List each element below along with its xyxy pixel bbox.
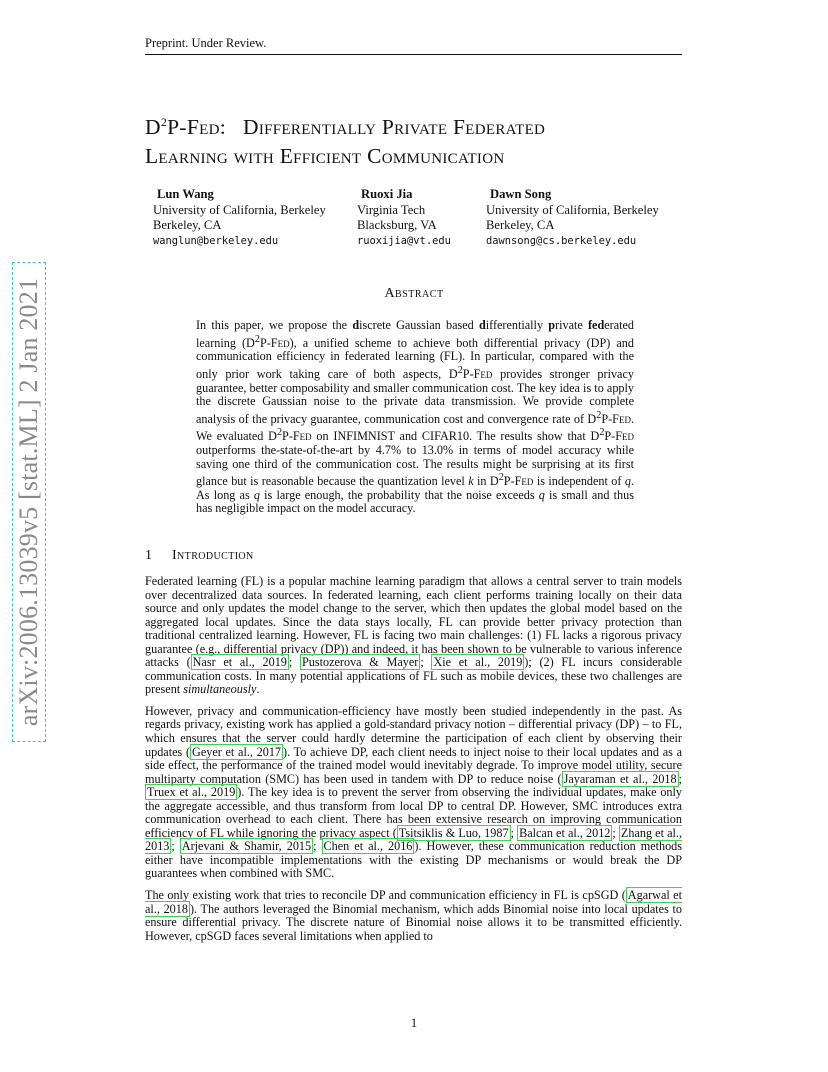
citation-link[interactable]: Nasr et al., 2019: [192, 655, 287, 670]
author-affiliation: Virginia Tech: [357, 202, 426, 217]
abstract-paragraph: In this paper, we propose the discrete Gaussian based differentially private federated learning $(D^2P-Fed)$, a unified scheme to achieve both differential privacy (DP) and communication efficiency in federated learning (FL). In particular, compared with the only prior work taking care of both aspects, $D^2P$-Fed provides stronger privacy guarantee, better composability and smaller communication cost. The key idea is to apply the discrete Gaussian noise to the private data transmission. We provide complete analysis of the privacy guarantee, communication cost and convergence rate of $D^2P$-Fed. We evaluated $D^2P$-Fed on INFIMNIST and CIFAR10. The results show that $D^2P$-Fed outperforms the-state-of-the-art by 4.7% to 13.0% in terms of model accuracy while saving one third of the communication cost. The results might be surprising at its first glance but is reasonable because the quantization level k in $D^2P$-Fed is independent of q. As long as q is large enough, the probability that the noise exceeds q is small and thus has negligible impact on the model accuracy.: [196, 318, 635, 516]
author-location: Berkeley, CA: [486, 218, 555, 232]
citation-link[interactable]: Tsitsiklis & Luo, 1987: [398, 825, 509, 840]
paper-title: [145, 108, 705, 171]
citation-link[interactable]: Chen et al., 2016: [323, 839, 413, 854]
citation-link[interactable]: Agarwal et al., 2018: [145, 888, 682, 916]
arxiv-stamp-text: arXiv:2006.13039v5 [stat.ML] 2 Jan 2021: [14, 277, 43, 727]
citation-link[interactable]: Arjevani & Shamir, 2015: [181, 839, 312, 854]
author-email[interactable]: ruoxijia@vt.edu: [357, 234, 451, 247]
author-email[interactable]: dawnsong@cs.berkeley.edu: [486, 234, 637, 247]
title-line-1: $D^2P$-Fed: Differentially Private Federated: [145, 115, 546, 140]
citation-link[interactable]: Geyer et al., 2017: [192, 744, 282, 759]
citation-link[interactable]: Jayaraman et al., 2018: [563, 771, 677, 786]
author-email[interactable]: wanglun@berkeley.edu: [153, 234, 279, 247]
author-affiliation: University of California, Berkeley: [153, 202, 326, 217]
author-affiliation: University of California, Berkeley: [486, 202, 659, 217]
section-number: 1: [145, 548, 152, 563]
page-number: 1: [410, 1016, 418, 1030]
intro-paragraph-3: The only existing work that tries to reconcile DP and communication efficiency in FL is cpSGD ( Agarwal et al., 2018 ). The authors leveraged the Binomial mechanism, which adds Binomial noise into local updates to ensure differential privacy. The discrete nature of Binomial noise allows it to be transmitted efficiently. However, cpSGD faces several limitations when applied to: [145, 888, 682, 943]
author-block: [357, 187, 451, 249]
intro-paragraph-2: However, privacy and communication-efficiency have mostly been studied independently in the past. As regards privacy, existing work has applied a gold-standard privacy notion – differential privacy (DP) – to FL, which ensures that the server could hardly determine the participation of each client by observing their updates ( Geyer et al., 2017 ). To achieve DP, each client needs to inject noise to their local updates and as a side effect, the performance of the trained model would inevitably degrade. To improve model utility, secure multiparty computation (SMC) has been used in tandem with DP to reduce noise ( Jayaraman et al., 2018 ; Truex et al., 2019 ). The key idea is to prevent the server from observing the individual updates, make only the aggregate accessible, and thus transform from local DP to central DP. However, SMC introduces extra communication overhead to each client. There has been extensive research on improving communication efficiency of FL while ignoring the privacy aspect ( Tsitsiklis & Luo, 1987 ; Balcan et al., 2012 ; Zhang et al., 2013 ; Arjevani & Shamir, 2015 ; Chen et al., 2016 ). However, these communication reduction methods either have incompatible implementations with the existing DP mechanisms or would break the DP guarantees when combined with SMC.: [145, 703, 683, 881]
abstract-heading: Abstract: [384, 286, 444, 301]
author-name: Dawn Song: [490, 187, 552, 201]
author-block: [153, 187, 326, 249]
citation-link[interactable]: Zhang et al., 2013: [145, 825, 683, 854]
running-header: Preprint. Under Review.: [145, 36, 682, 55]
author-location: Berkeley, CA: [153, 218, 222, 232]
citation-link[interactable]: Balcan et al., 2012: [519, 825, 611, 840]
section-title: Introduction: [172, 548, 254, 563]
arxiv-stamp[interactable]: [12, 262, 46, 742]
author-block: [486, 187, 659, 249]
citation-link[interactable]: Truex et al., 2019: [147, 785, 236, 800]
section-heading: [145, 548, 254, 564]
body-text: [145, 575, 682, 951]
author-name: Ruoxi Jia: [361, 187, 413, 201]
intro-paragraph-1: Federated learning (FL) is a popular machine learning paradigm that allows a central server to train models over decentralized data sources. In federated learning, each client performs training locally on their data source and only updates the model change to the server, which then updates the global model based on the aggregated local updates. Since the data stays locally, FL can provide better privacy protection than traditional centralized learning. However, FL is facing two main challenges: (1) FL lacks a rigorous privacy guarantee (e.g., differential privacy (DP)) and indeed, it has been shown to be vulnerable to various inference attacks ( Nasr et al., 2019 ; Pustozerova & Mayer ; Xie et al., 2019 ); (2) FL incurs considerable communication costs. In many potential applications of FL such as mobile devices, these two challenges are present simultaneously.: [145, 574, 683, 697]
citation-link[interactable]: Xie et al., 2019: [433, 655, 523, 670]
author-name: Lun Wang: [157, 187, 214, 201]
author-location: Blacksburg, VA: [357, 218, 437, 232]
abstract-text: [196, 319, 634, 516]
citation-link[interactable]: Pustozerova & Mayer: [302, 655, 419, 670]
title-line-2: Learning with Efficient Communication: [145, 144, 505, 169]
